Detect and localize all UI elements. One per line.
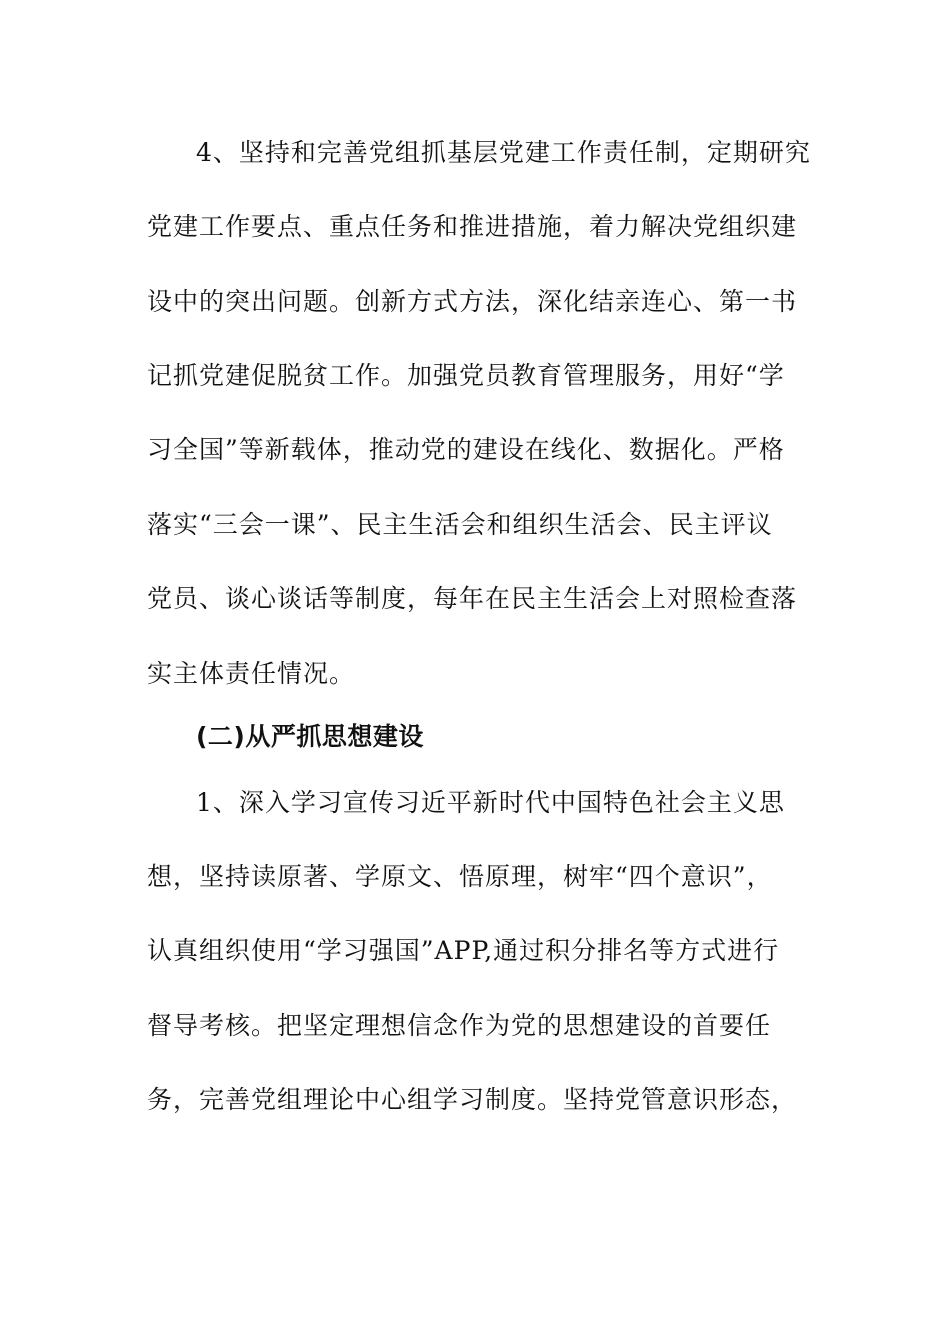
paragraph-4-line-2: 党建工作要点、重点任务和推进措施，着力解决党组织建 (147, 212, 798, 241)
paragraph-1-line-2: 想，坚持读原著、学原文、悟原理，树牢“四个意识”， (147, 862, 773, 891)
paragraph-1-line-1: 1、深入学习宣传习近平新时代中国特色社会主义思 (196, 788, 785, 817)
paragraph-1-line-3: 认真组织使用“学习强国”APP,通过积分排名等方式进行 (147, 936, 780, 965)
paragraph-4-line-4: 记抓党建促脱贫工作。加强党员教育管理服务，用好“学 (147, 361, 785, 390)
paragraph-1-line-4: 督导考核。把坚定理想信念作为党的思想建设的首要任 (147, 1011, 772, 1040)
paragraph-4-line-7: 党员、谈心谈话等制度，每年在民主生活会上对照检查落 (147, 584, 798, 613)
paragraph-1-line-5: 务，完善党组理论中心组学习制度。坚持党管意识形态， (147, 1085, 798, 1114)
paragraph-4-line-6: 落实“三会一课”、民主生活会和组织生活会、民主评议 (147, 510, 773, 539)
paragraph-4-line-3: 设中的突出问题。创新方式方法，深化结亲连心、第一书 (147, 287, 798, 316)
paragraph-4-line-1: 4、坚持和完善党组抓基层党建工作责任制，定期研究 (196, 138, 811, 167)
paragraph-4-line-5: 习全国”等新载体，推动党的建设在线化、数据化。严格 (147, 435, 785, 464)
section-heading: (二)从严抓思想建设 (196, 722, 424, 751)
paragraph-4-line-8: 实主体责任情况。 (147, 659, 356, 688)
